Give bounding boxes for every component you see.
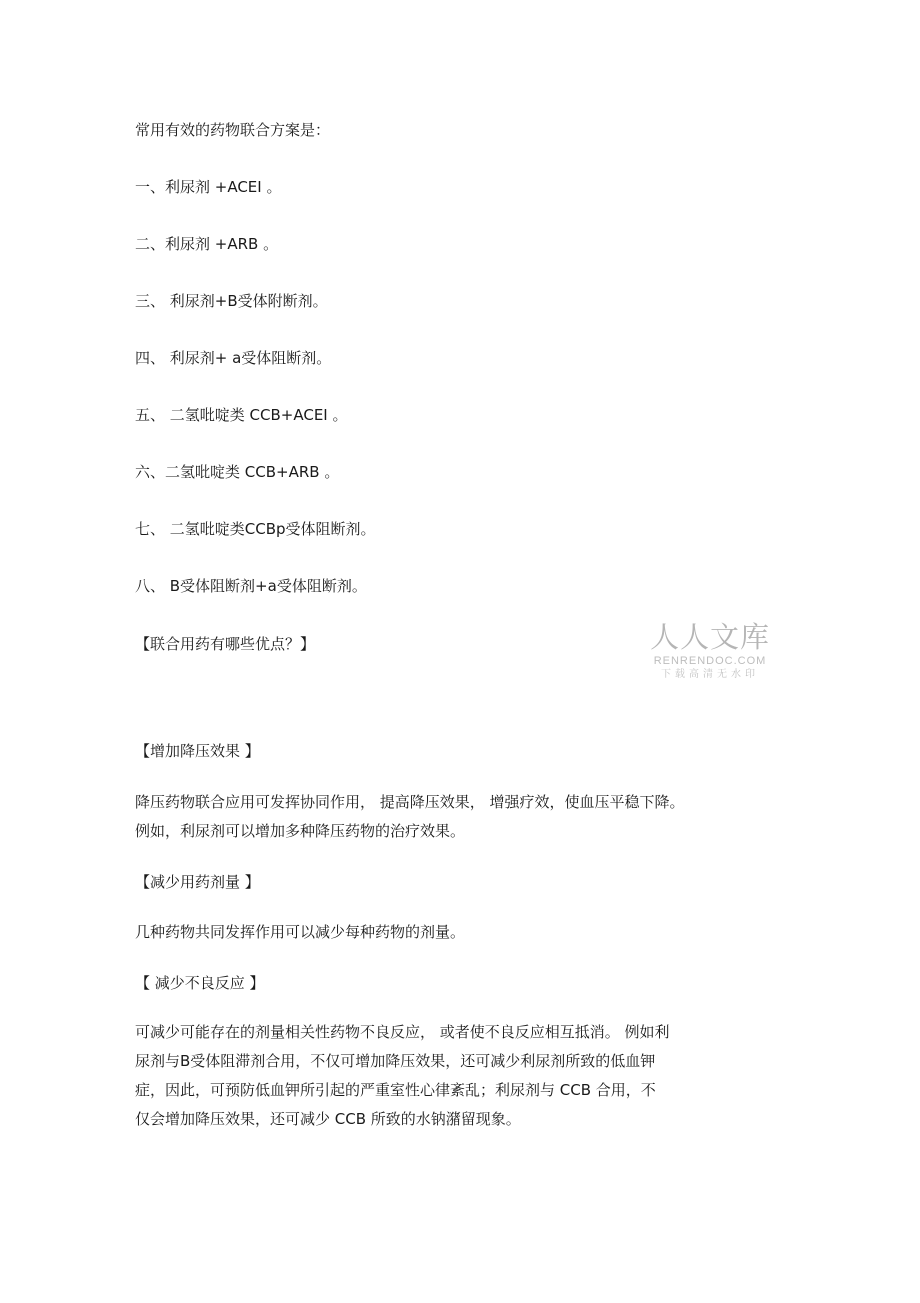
- regimen-item-7: 七、 二氢吡啶类CCBp受体阻断剂。: [135, 520, 376, 538]
- section-heading-reduce-dose: 【减少用药剂量 】: [135, 873, 260, 891]
- section-body-increase-effect: [135, 788, 745, 846]
- intro-text: 常用有效的药物联合方案是：: [135, 121, 331, 139]
- regimen-item-2: 二、利尿剂 +ARB 。: [135, 235, 279, 253]
- section-heading-increase-effect: 【增加降压效果 】: [135, 742, 260, 760]
- watermark: [647, 620, 773, 682]
- watermark-logo: 人人文库: [649, 620, 770, 654]
- paragraph-line: 症，因此，可预防低血钾所引起的严重室性心律紊乱；利尿剂与 CCB 合用，不: [135, 1081, 656, 1099]
- regimen-item-8: 八、 B受体阻断剂+a受体阻断剂。: [135, 577, 367, 595]
- paragraph-line: 例如，利尿剂可以增加多种降压药物的治疗效果。: [135, 822, 466, 840]
- paragraph-line: 几种药物共同发挥作用可以减少每种药物的剂量。: [135, 923, 466, 941]
- section-body-reduce-dose: [135, 918, 745, 947]
- watermark-tagline: 下载高清无水印: [661, 669, 759, 680]
- paragraph-line: 降压药物联合应用可发挥协同作用， 提高降压效果， 增强疗效，使血压平稳下降。: [135, 793, 685, 811]
- paragraph-line: 仅会增加降压效果，还可减少 CCB 所致的水钠潴留现象。: [135, 1110, 521, 1128]
- question-heading: 【联合用药有哪些优点？】: [135, 635, 316, 653]
- regimen-item-1: 一、利尿剂 +ACEI 。: [135, 178, 282, 196]
- regimen-item-4: 四、 利尿剂+ a受体阻断剂。: [135, 349, 332, 367]
- regimen-item-5: 五、 二氢吡啶类 CCB+ACEI 。: [135, 406, 348, 424]
- section-heading-reduce-adverse: 【 减少不良反应 】: [135, 974, 265, 992]
- regimen-item-6: 六、二氢吡啶类 CCB+ARB 。: [135, 463, 340, 481]
- paragraph-line: 可减少可能存在的剂量相关性药物不良反应， 或者使不良反应相互抵消。 例如利: [135, 1023, 670, 1041]
- regimen-item-3: 三、 利尿剂+B受体附断剂。: [135, 292, 328, 310]
- section-body-reduce-adverse: [135, 1018, 745, 1134]
- paragraph-line: 尿剂与B受体阻滞剂合用，不仅可增加降压效果，还可减少利尿剂所致的低血钾: [135, 1052, 656, 1070]
- watermark-url: RENRENDOC.COM: [653, 655, 767, 667]
